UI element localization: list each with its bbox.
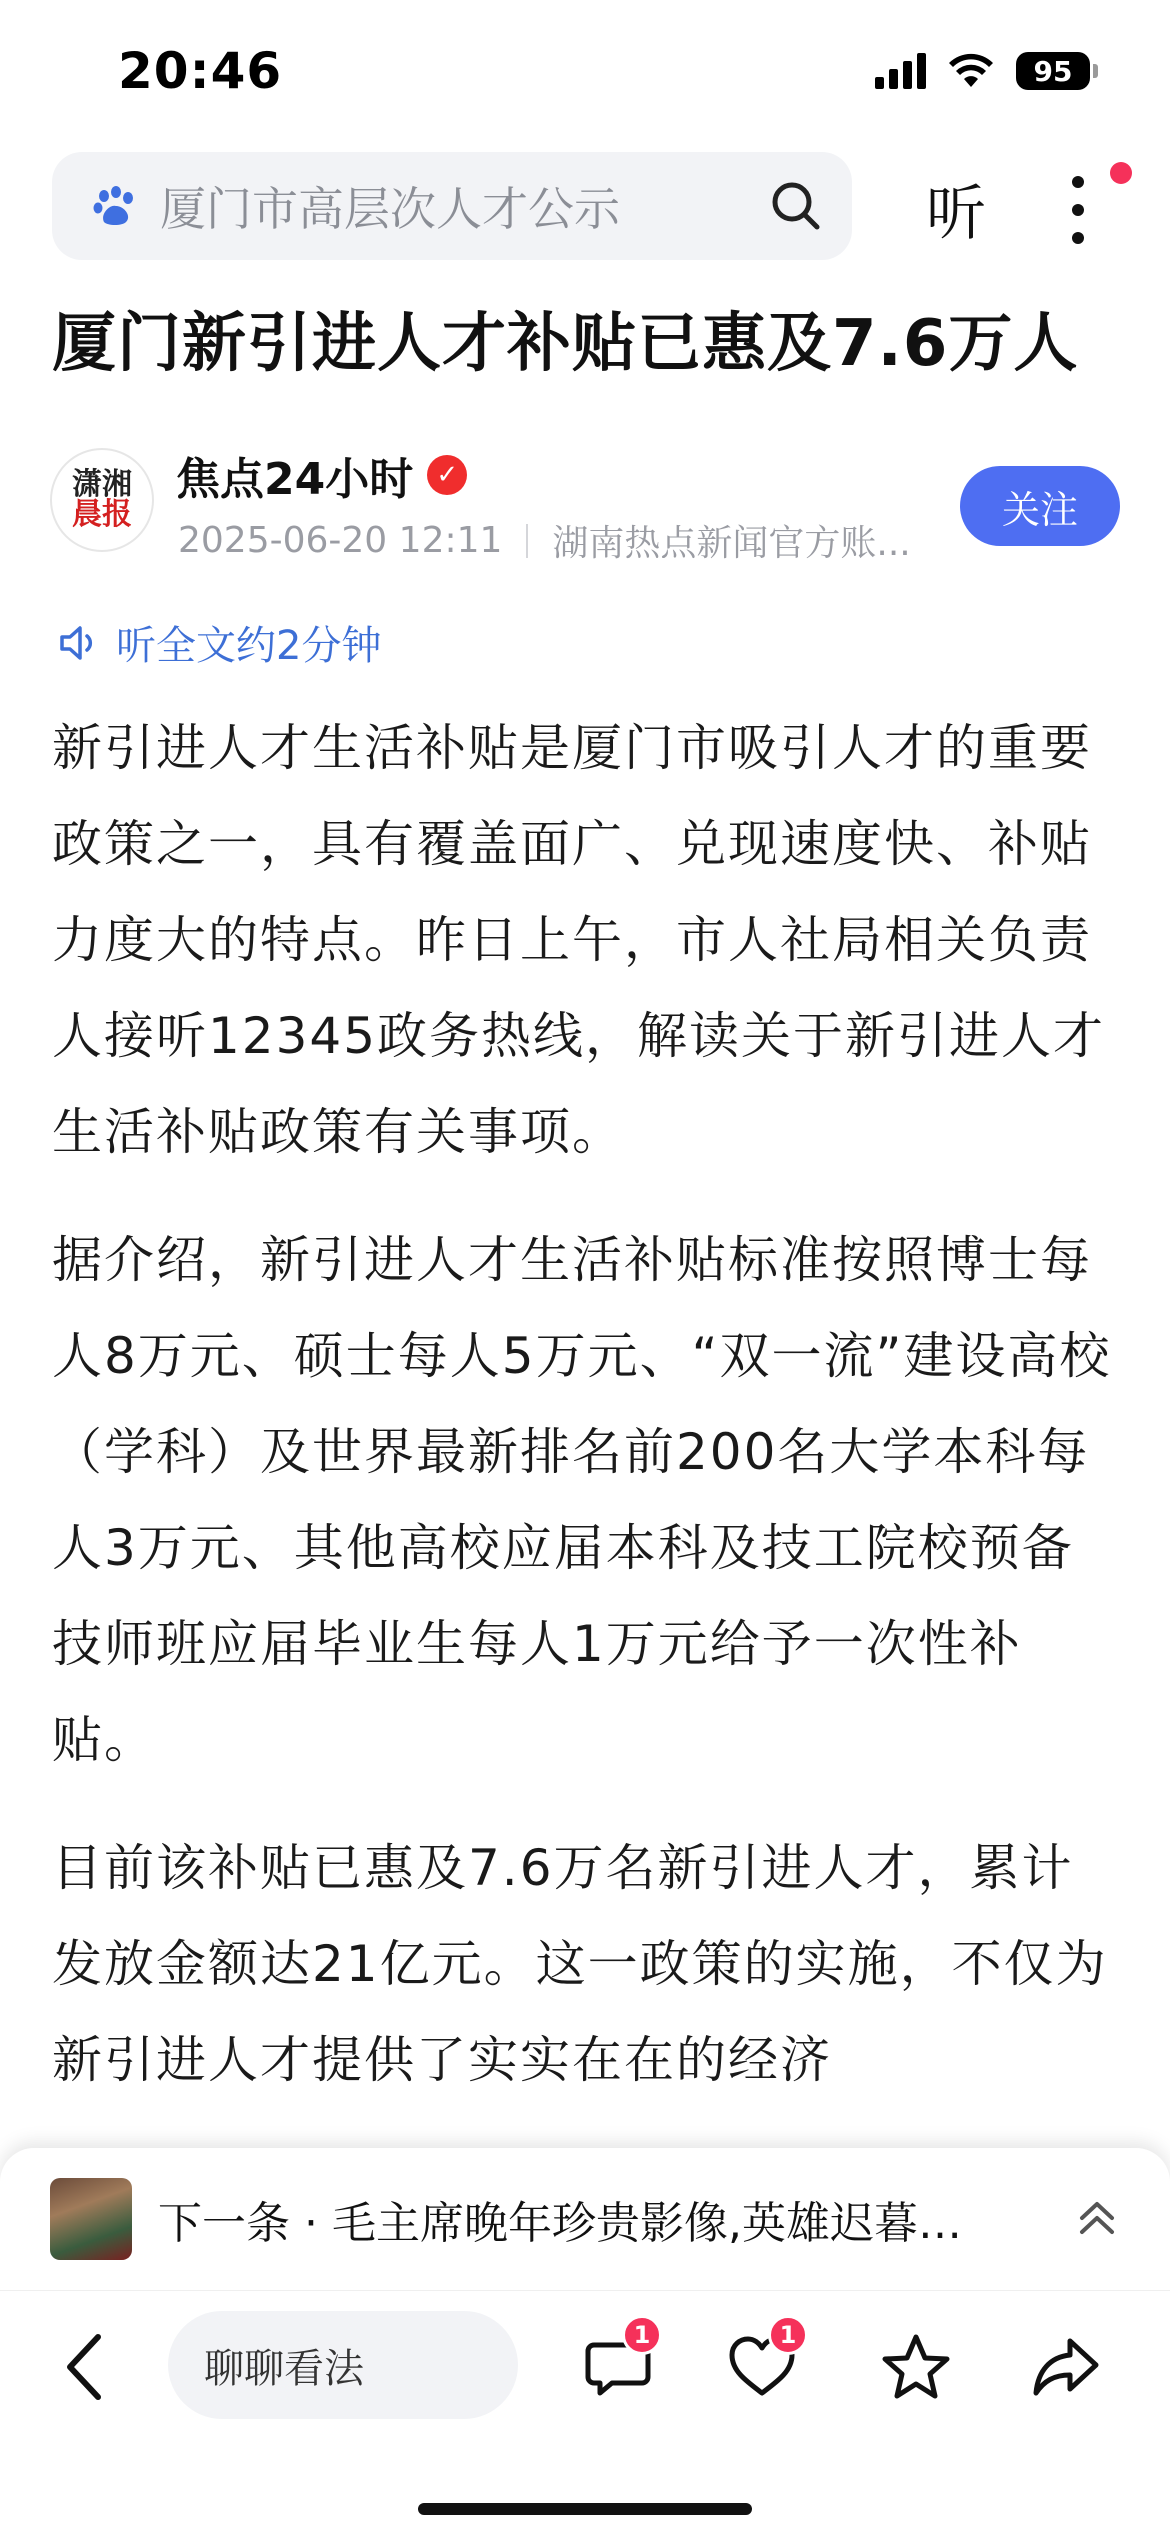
listen-full-article[interactable] bbox=[56, 614, 381, 671]
article-title: 厦门新引进人才补贴已惠及7.6万人 bbox=[52, 307, 1079, 381]
avatar-logo-line1: 潇湘 bbox=[72, 467, 132, 502]
article-paragraph: 目前该补贴已惠及7.6万名新引进人才，累计发放金额达21亿元。这一政策的实施，不仅为新引进人才提供了实实在在的经济 bbox=[52, 1839, 1108, 2089]
status-time: 20:46 bbox=[118, 42, 283, 100]
status-bar bbox=[0, 0, 1170, 150]
chevron-up-icon[interactable] bbox=[1074, 2196, 1120, 2242]
author-name-row[interactable] bbox=[176, 443, 467, 507]
publish-date: 2025-06-20 12:11 bbox=[178, 520, 503, 561]
home-indicator bbox=[418, 2503, 752, 2515]
follow-button[interactable]: 关注 bbox=[960, 466, 1120, 546]
wifi-icon bbox=[948, 53, 994, 89]
more-icon[interactable] bbox=[1058, 170, 1098, 250]
comment-input[interactable]: 聊聊看法 bbox=[168, 2311, 518, 2419]
speaker-icon bbox=[56, 620, 102, 666]
author-meta bbox=[178, 515, 911, 566]
next-article-title[interactable]: 下一条 · 毛主席晚年珍贵影像,英雄迟暮… bbox=[158, 2198, 962, 2249]
search-input[interactable]: 厦门市高层次人才公示 bbox=[160, 182, 620, 236]
share-icon[interactable] bbox=[1030, 2331, 1102, 2403]
article-body bbox=[52, 700, 1122, 2108]
favorite-star-icon[interactable] bbox=[880, 2331, 952, 2403]
listen-full-label[interactable]: 听全文约2分钟 bbox=[116, 623, 382, 669]
battery-icon: 95 bbox=[1016, 52, 1090, 90]
like-count-badge: 1 bbox=[768, 2315, 808, 2355]
search-bar[interactable] bbox=[52, 152, 852, 260]
author-avatar[interactable] bbox=[50, 448, 154, 552]
next-article-bar[interactable] bbox=[0, 2148, 1170, 2290]
baidu-paw-icon bbox=[90, 182, 138, 230]
status-indicators bbox=[875, 52, 1090, 90]
article-paragraph: 据介绍，新引进人才生活补贴标准按照博士每人8万元、硕士每人5万元、“双一流”建设高校（学科）及世界最新排名前200名大学本科每人3万元、其他高校应届本科及技工院校预备技师班应届毕业生每人1万元给予一次性补贴。 bbox=[52, 1231, 1112, 1769]
listen-button[interactable]: 听 bbox=[926, 179, 986, 249]
meta-divider bbox=[526, 524, 528, 558]
signal-icon bbox=[875, 53, 926, 89]
back-icon[interactable] bbox=[56, 2327, 116, 2407]
verified-icon: ✓ bbox=[427, 455, 467, 495]
next-article-thumbnail bbox=[50, 2178, 132, 2260]
article-paragraph: 新引进人才生活补贴是厦门市吸引人才的重要政策之一，具有覆盖面广、兑现速度快、补贴力度大的特点。昨日上午，市人社局相关负责人接听12345政务热线，解读关于新引进人才生活补贴政策有关事项。 bbox=[52, 719, 1106, 1161]
author-name[interactable]: 焦点24小时 bbox=[176, 454, 414, 505]
comment-count-badge: 1 bbox=[622, 2315, 662, 2355]
avatar-logo-line2: 晨报 bbox=[72, 497, 132, 532]
search-icon[interactable] bbox=[768, 178, 824, 234]
account-description: 湖南热点新闻官方账... bbox=[552, 523, 911, 564]
notification-dot bbox=[1110, 162, 1132, 184]
bottom-toolbar bbox=[0, 2290, 1170, 2532]
